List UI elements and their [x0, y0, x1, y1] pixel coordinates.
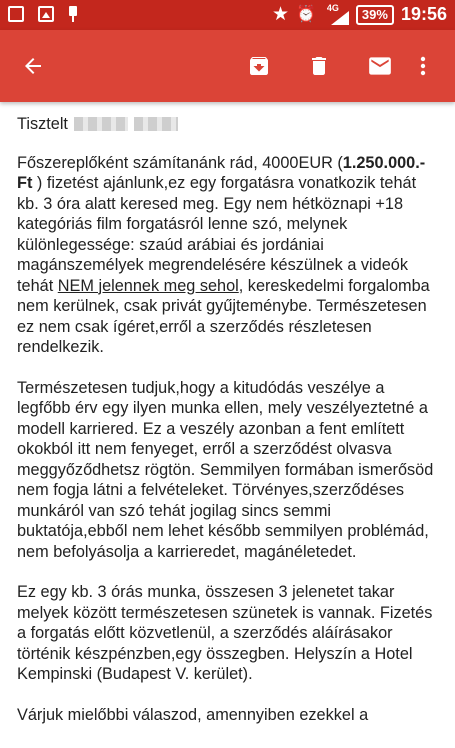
status-bar [0, 0, 455, 30]
clock: 19:56 [400, 4, 447, 24]
usb-icon [68, 6, 78, 22]
archive-icon[interactable] [246, 53, 272, 79]
email-greeting [17, 114, 442, 135]
paragraph-text: , kereskedelmi forgalomba nem kerülnek, csak privát gyűjteménybe. Természetesen ez nem csak ígéret,erről a szerződés részletesen rendelkezik. [17, 276, 430, 356]
app-toolbar [0, 30, 455, 102]
redacted-name [74, 117, 128, 131]
signal-icon [323, 2, 349, 25]
back-arrow-icon[interactable] [20, 53, 46, 79]
network-type-label: 4G [326, 2, 339, 13]
image-notification-icon [38, 6, 54, 22]
underlined-text: NEM jelennek meg sehol [57, 276, 239, 295]
notification-app-icon [8, 6, 24, 22]
greeting-text: Tisztelt [17, 115, 68, 133]
star-icon: ★ [271, 3, 289, 25]
mail-icon[interactable] [367, 53, 393, 79]
trash-icon[interactable] [306, 53, 332, 79]
email-paragraph-3: Ez egy kb. 3 órás munka, összesen 3 jelenetet takar melyek között természetesen szünetek is vannak. Fizetés a forgatás előtt közvetlenül, a szerződés aláírásakor történik készpénzben,egy összegben. Helyszín a Hotel Kempinski (Budapest V. kerület). [17, 583, 433, 683]
battery-indicator: 39% [356, 5, 394, 25]
email-paragraph-4: Várjuk mielőbbi válaszod, amennyiben ezekkel a [17, 705, 369, 724]
paragraph-text: Főszereplőként számítanánk rád, 4000EUR ( [17, 153, 343, 172]
email-paragraph-1 [17, 153, 442, 358]
amount-text: 1.250.000.- Ft [17, 153, 426, 192]
notification-icons [8, 6, 78, 22]
email-paragraph-2: Természetesen tudjuk,hogy a kitudódás veszélye a legfőbb érv egy ilyen munka ellen, mely veszélyeztetné a modell karriered. Ez a veszély azonban a fent említett okokból itt nem fenyeget, erről a szerződést olvasva meggyőződhetsz rögtön. Semmilyen formában ismerősöd nem fogja látni a felvételeket. Törvényes,szerződéses munkáról van szó tehát jogilag sincs semmi buktatója,ebből nem lehet később semmilyen problémád, nem befolyásolja a karrieredet, magánéletedet. [17, 378, 434, 561]
alarm-icon: ⏰ [296, 5, 316, 23]
system-status [272, 4, 447, 25]
email-body [17, 114, 442, 745]
redacted-name [134, 117, 178, 131]
paragraph-text: ) fizetést ajánlunk,ez egy forgatásra vonatkozik tehát kb. 3 óra alatt keresed meg. Egy nem hétköznapi +18 kategóriás film forgatásról lenne szó, melynek különlegessége: szaúd arábiai és jordániai magánszemélyek megrendelésére készülnek a videók tehát [17, 174, 417, 295]
more-options-icon[interactable] [414, 53, 432, 79]
